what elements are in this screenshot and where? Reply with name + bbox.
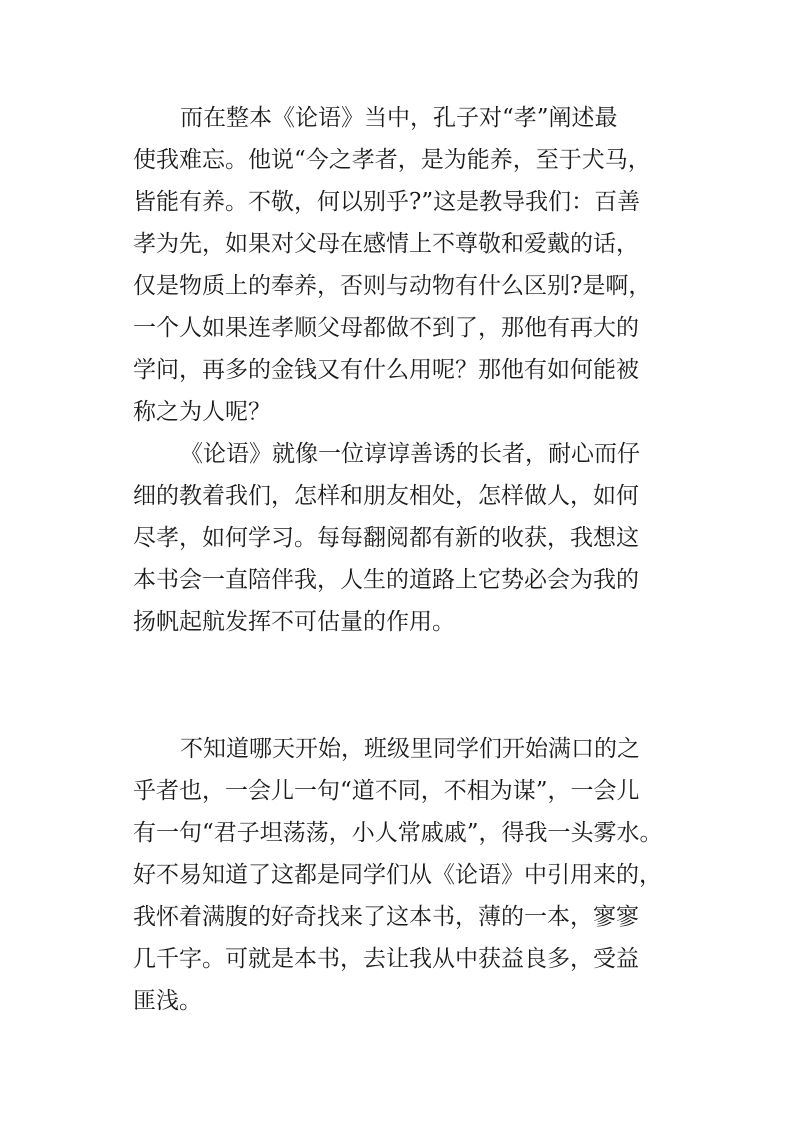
paragraph-3-line-7: 匪浅。: [133, 988, 202, 1014]
paragraph-3-line-2: 乎者也，一会儿一句“道不同，不相为谋”，一会儿: [133, 778, 640, 804]
paragraph-1-line-3: 皆能有养。不敬，何以别乎?”这是教导我们：百善: [133, 189, 641, 215]
paragraph-2-line-2: 细的教着我们，怎样和朋友相处，怎样做人，如何: [133, 483, 639, 509]
paragraph-2-line-4: 本书会一直陪伴我，人生的道路上它势必会为我的: [133, 567, 639, 593]
paragraph-1-line-6: 一个人如果连孝顺父母都做不到了，那他有再大的: [133, 315, 639, 341]
paragraph-1-line-5: 仅是物质上的奉养，否则与动物有什么区别?是啊，: [133, 273, 652, 299]
paragraph-2-line-5: 扬帆起航发挥不可估量的作用。: [133, 609, 455, 635]
paragraph-3-line-3: 有一句“君子坦荡荡，小人常戚戚”，得我一头雾水。: [133, 820, 663, 846]
paragraph-3-line-1: 不知道哪天开始，班级里同学们开始满口的之: [180, 736, 640, 762]
paragraph-2-line-3: 尽孝，如何学习。每每翻阅都有新的收获，我想这: [133, 525, 639, 551]
paragraph-3-line-5: 我怀着满腹的好奇找来了这本书，薄的一本，寥寥: [133, 904, 639, 930]
paragraph-1-line-4: 孝为先，如果对父母在感情上不尊敬和爱戴的话，: [133, 231, 639, 257]
paragraph-3-line-4: 好不易知道了这都是同学们从《论语》中引用来的，: [133, 862, 662, 888]
paragraph-1-line-1: 而在整本《论语》当中，孔子对“孝”阐述最: [180, 105, 618, 131]
paragraph-2-line-1: 《论语》就像一位谆谆善诱的长者，耐心而仔: [180, 441, 640, 467]
paragraph-3-line-6: 几千字。可就是本书，去让我从中获益良多，受益: [133, 946, 639, 972]
paragraph-1-line-8: 称之为人呢？: [133, 399, 271, 425]
paragraph-1-line-7: 学问，再多的金钱又有什么用呢？那他有如何能被: [133, 357, 639, 383]
paragraph-1-line-2: 使我难忘。他说“今之孝者，是为能养，至于犬马，: [133, 147, 651, 173]
